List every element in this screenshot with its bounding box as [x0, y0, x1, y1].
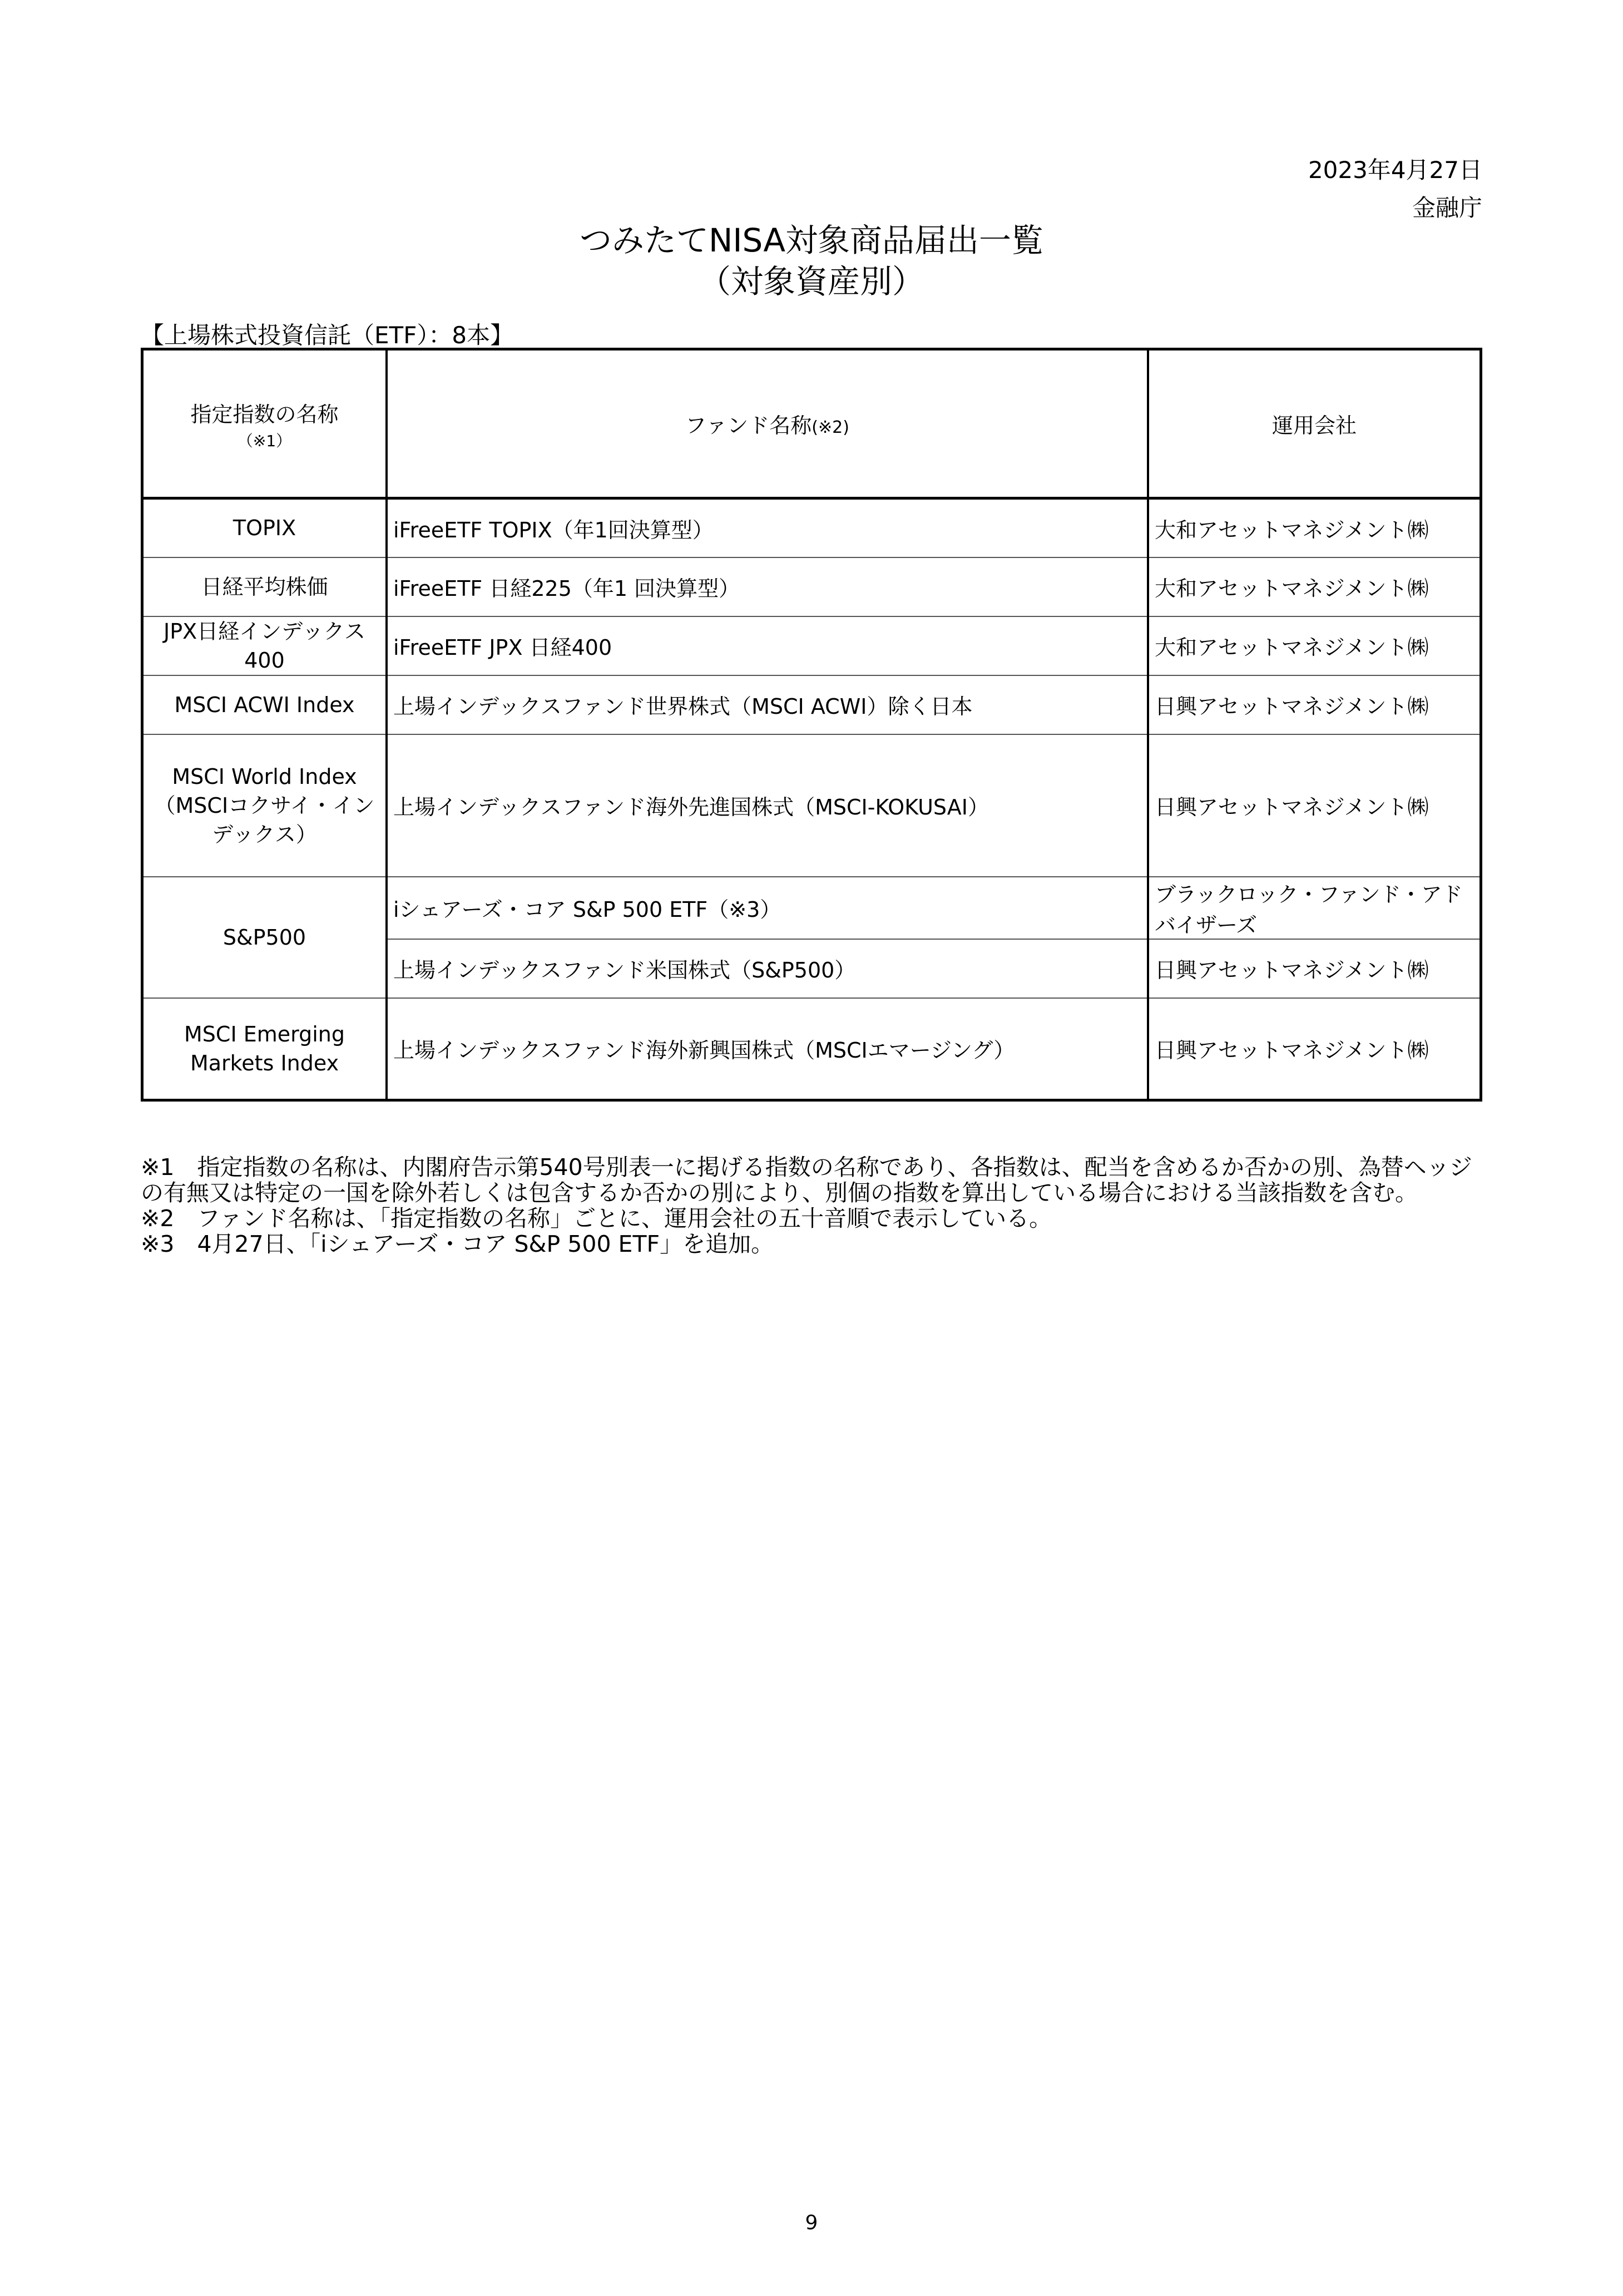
header-fund-name	[387, 349, 1148, 498]
table-row	[142, 877, 1481, 939]
manager-cell: 大和アセットマネジメント㈱	[1148, 616, 1481, 675]
fund-cell: iFreeETF TOPIX（年1回決算型）	[387, 498, 1148, 557]
title-line-2: （対象資産別）	[698, 263, 924, 300]
fund-cell: 上場インデックスファンド米国株式（S&P500）	[387, 939, 1148, 998]
index-cell: MSCI Emerging Markets Index	[142, 998, 387, 1100]
table-row	[142, 616, 1481, 675]
fund-cell: 上場インデックスファンド海外新興国株式（MSCIエマージング）	[387, 998, 1148, 1100]
header-manager: 運用会社	[1148, 349, 1481, 498]
manager-cell: 日興アセットマネジメント㈱	[1148, 675, 1481, 734]
issuing-agency: 金融庁	[1412, 194, 1482, 221]
table-row	[142, 675, 1481, 734]
manager-cell: 大和アセットマネジメント㈱	[1148, 498, 1481, 557]
document-date: 2023年4月27日	[1308, 156, 1482, 184]
index-cell: MSCI World Index（MSCIコクサイ・インデックス）	[142, 734, 387, 877]
manager-cell: 大和アセットマネジメント㈱	[1148, 557, 1481, 616]
fund-table	[141, 348, 1482, 1102]
index-cell: TOPIX	[142, 498, 387, 557]
header-index-label: 指定指数の名称	[190, 402, 339, 427]
fund-cell: iFreeETF 日経225（年1 回決算型）	[387, 557, 1148, 616]
footnote-3: ※3 4月27日、「iシェアーズ・コア S&P 500 ETF」を追加。	[141, 1231, 774, 1257]
footnotes	[141, 1154, 1487, 1257]
document-title	[0, 220, 1623, 302]
header-index-note: （※1）	[237, 431, 292, 450]
manager-cell: 日興アセットマネジメント㈱	[1148, 998, 1481, 1100]
manager-cell: ブラックロック・ファンド・アドバイザーズ	[1148, 877, 1481, 939]
index-cell: JPX日経インデックス400	[142, 616, 387, 675]
index-cell: 日経平均株価	[142, 557, 387, 616]
table-header-row	[142, 349, 1481, 498]
table-row	[142, 557, 1481, 616]
fund-cell: 上場インデックスファンド海外先進国株式（MSCI-KOKUSAI）	[387, 734, 1148, 877]
fund-cell: 上場インデックスファンド世界株式（MSCI ACWI）除く日本	[387, 675, 1148, 734]
index-cell: S&P500	[142, 877, 387, 998]
footnote-2: ※2 ファンド名称は、「指定指数の名称」ごとに、運用会社の五十音順で表示している。	[141, 1205, 1052, 1232]
page-number: 9	[805, 2211, 818, 2234]
fund-cell: iFreeETF JPX 日経400	[387, 616, 1148, 675]
title-line-1: つみたてNISA対象商品届出一覧	[579, 221, 1044, 259]
table-row	[142, 498, 1481, 557]
table-row	[142, 998, 1481, 1100]
fund-cell: iシェアーズ・コア S&P 500 ETF（※3）	[387, 877, 1148, 939]
manager-cell: 日興アセットマネジメント㈱	[1148, 939, 1481, 998]
section-heading: 【上場株式投資信託（ETF）：8本】	[141, 322, 514, 349]
manager-cell: 日興アセットマネジメント㈱	[1148, 734, 1481, 877]
index-cell: MSCI ACWI Index	[142, 675, 387, 734]
footnote-1: ※1 指定指数の名称は、内閣府告示第540号別表一に掲げる指数の名称であり、各指数は、配当を含めるか否かの別、為替ヘッジの有無又は特定の一国を除外若しくは包含するか否かの別により、別個の指数を算出している場合における当該指数を含む。	[141, 1154, 1472, 1206]
table-row	[142, 734, 1481, 877]
header-fund-label: ファンド名称	[685, 413, 812, 438]
header-index-name	[142, 349, 387, 498]
document-date-block	[1308, 151, 1482, 227]
header-fund-note: (※2)	[812, 418, 849, 437]
